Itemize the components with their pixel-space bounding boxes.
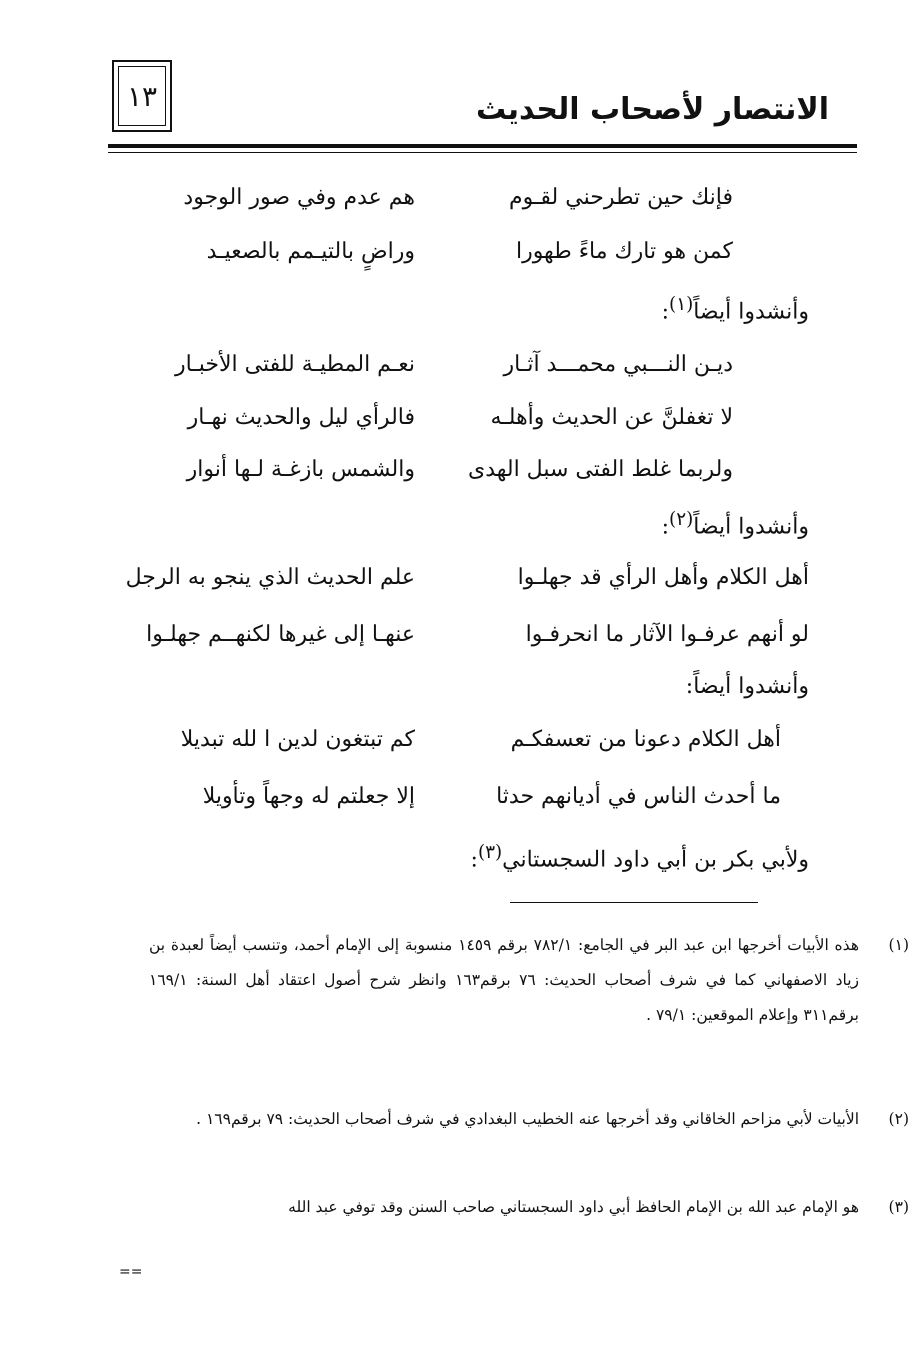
running-title: الانتصار لأصحاب الحديث	[476, 92, 829, 127]
verse-first-hemistich: ما أحدث الناس في أديانهم حدثا	[496, 784, 781, 809]
footnote-ref: (٣)	[477, 842, 503, 863]
footnote	[149, 1190, 909, 1225]
intro-line	[662, 505, 809, 542]
page-number-box	[112, 60, 172, 132]
intro-colon: :	[661, 514, 670, 540]
verse-second-hemistich: نعـم المطيـة للفتى الأخبـار	[174, 352, 415, 377]
verse-first-hemistich: كمن هو تارك ماءً طهورا	[515, 239, 733, 264]
intro-line	[686, 672, 809, 702]
verse-second-hemistich: عنهـا إلى غيرها لكنهــم جهلـوا	[146, 622, 415, 647]
footnote-ref: (٢)	[669, 509, 694, 530]
verse-first-hemistich: فإنك حين تطرحني لقـوم	[509, 185, 733, 210]
footnote-number: (١)	[888, 936, 909, 954]
intro-text: ولأبي بكر بن أبي داود السجستاني	[502, 847, 809, 873]
footnote-number: (٣)	[888, 1198, 909, 1216]
verse-first-hemistich: ولربما غلط الفتى سبل الهدى	[467, 457, 733, 482]
verse-second-hemistich: وراضٍ بالتيـمم بالصعيـد	[206, 239, 415, 264]
verse-first-hemistich: لا تغفلنَّ عن الحديث وأهلـه	[490, 405, 733, 430]
footnote	[149, 928, 909, 1033]
intro-colon: :	[661, 299, 670, 325]
verse-first-hemistich: ديـن النـــبي محمـــد آثـار	[503, 352, 733, 377]
intro-line	[471, 838, 809, 875]
page-number: ١٣	[126, 79, 158, 113]
verse-second-hemistich: كم تبتغون لدين ا لله تبديلا	[180, 727, 415, 752]
footnote-text: هو الإمام عبد الله بن الإمام الحافظ أبي داود السجستاني صاحب السنن وقد توفي عبد الله	[288, 1198, 859, 1216]
verse-second-hemistich: إلا جعلتم له وجهاً وتأويلا	[202, 784, 415, 809]
intro-colon: :	[470, 847, 478, 873]
verse-first-hemistich: لو أنهم عرفـوا الآثار ما انحرفـوا	[525, 622, 809, 647]
header-rule-thin	[108, 152, 857, 153]
footnote-number: (٢)	[888, 1110, 909, 1128]
verse-second-hemistich: هم عدم وفي صور الوجود	[183, 185, 415, 210]
continuation-mark: ==	[119, 1264, 143, 1280]
footnote-text: الأبيات لأبي مزاحم الخاقاني وقد أخرجها عنه الخطيب البغدادي في شرف أصحاب الحديث: ٧٩ برقم١٦٩ .	[196, 1110, 859, 1128]
verse-second-hemistich: والشمس بازغـة لـها أنوار	[186, 457, 415, 482]
footnote-divider	[510, 902, 758, 903]
intro-line	[662, 290, 809, 327]
footnote	[149, 1102, 909, 1137]
verse-second-hemistich: فالرأي ليل والحديث نهـار	[187, 405, 415, 430]
verse-first-hemistich: أهل الكلام دعونا من تعسفكـم	[510, 727, 781, 752]
intro-text: وأنشدوا أيضاً	[693, 514, 809, 540]
verse-second-hemistich: علم الحديث الذي ينجو به الرجل	[125, 565, 415, 590]
intro-text: وأنشدوا أيضاً:	[685, 674, 809, 699]
header-rule-thick	[108, 144, 857, 148]
footnote-text: هذه الأبيات أخرجها ابن عبد البر في الجامع: ٧٨٢/١ برقم ١٤٥٩ منسوبة إلى الإمام أحمد، وتنسب أيضاً لعبدة بن زياد الاصفهاني كما في شرف أصحاب الحديث: ٧٦ برقم١٦٣ وانظر شرح أصول اعتقاد أهل السنة: ١٦٩/١ برقم٣١١ وإعلام الموقعين: ٧٩/١ .	[149, 936, 859, 1024]
footnote-ref: (١)	[669, 294, 694, 315]
verse-first-hemistich: أهل الكلام وأهل الرأي قد جهلـوا	[517, 565, 809, 590]
intro-text: وأنشدوا أيضاً	[693, 299, 809, 325]
